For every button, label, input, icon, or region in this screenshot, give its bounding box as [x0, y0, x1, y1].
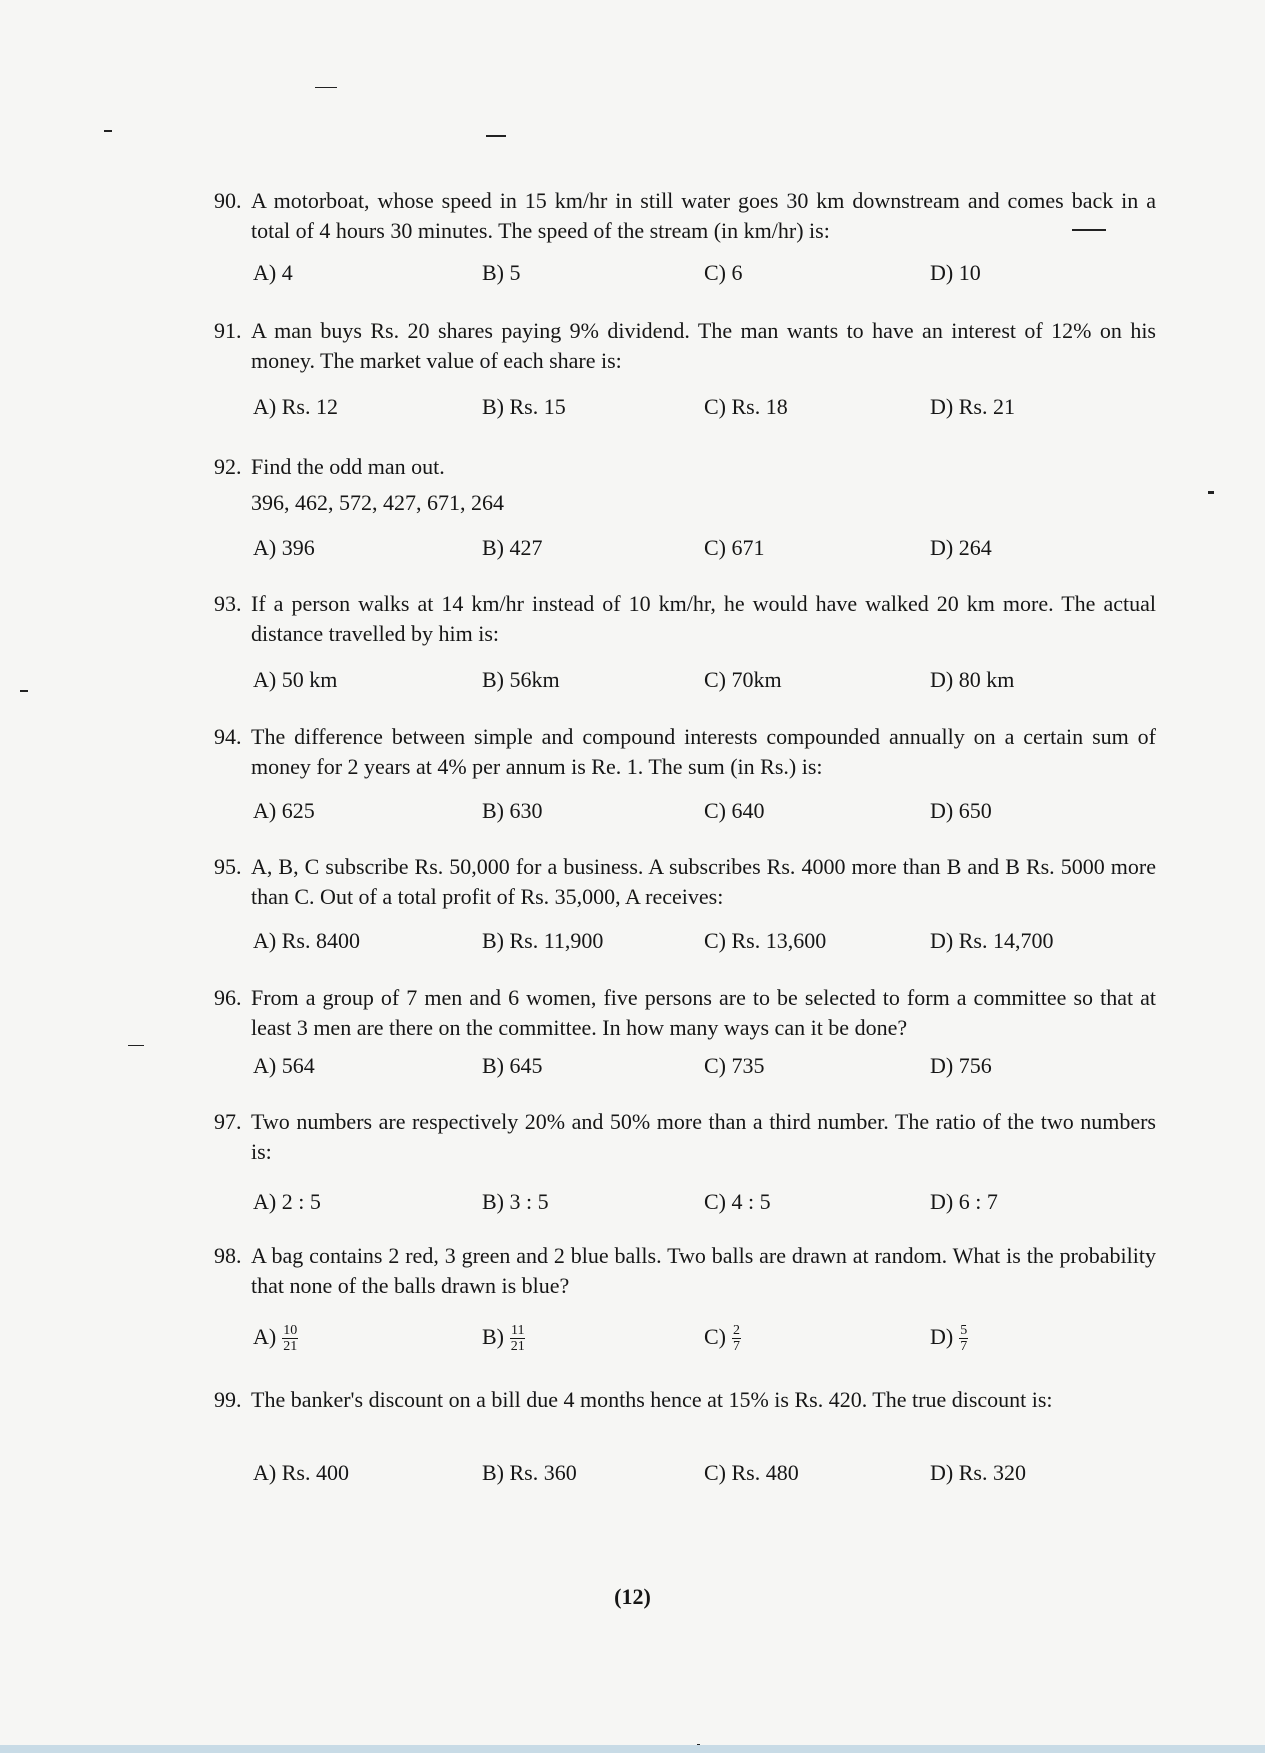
option-label: A) [253, 1324, 277, 1349]
fraction [282, 1323, 298, 1354]
question-98 [214, 1241, 1156, 1301]
scan-speck [1208, 491, 1214, 494]
question-94 [214, 722, 1156, 782]
option-d[interactable]: D) Rs. 14,700 [930, 928, 1054, 953]
question-number: 90. [214, 188, 242, 213]
scan-speck [315, 87, 337, 88]
question-number: 98. [214, 1243, 242, 1268]
option-d[interactable]: D) Rs. 320 [930, 1460, 1026, 1485]
option-c[interactable]: C) Rs. 18 [704, 394, 788, 419]
question-text: A, B, C subscribe Rs. 50,000 for a business. A subscribes Rs. 4000 more than B and B Rs. 5000 more than C. Out of a total profit of Rs. 35,000, A receives: [251, 854, 1156, 909]
numerator: 5 [960, 1323, 968, 1339]
option-a[interactable]: A) 396 [253, 535, 315, 560]
option-d[interactable]: D) 756 [930, 1053, 992, 1078]
denominator: 7 [960, 1339, 968, 1355]
option-a[interactable]: A) Rs. 12 [253, 394, 338, 419]
question-93 [214, 589, 1156, 649]
option-d[interactable]: D) Rs. 21 [930, 394, 1015, 419]
question-97 [214, 1107, 1156, 1167]
number-series: 396, 462, 572, 427, 671, 264 [251, 490, 504, 515]
option-b[interactable]: B) Rs. 15 [482, 394, 566, 419]
question-number: 96. [214, 985, 242, 1010]
option-d[interactable]: D) 80 km [930, 667, 1015, 692]
option-d[interactable]: D) 10 [930, 260, 981, 285]
option-label: D) [930, 1324, 954, 1349]
option-label: C) [704, 1324, 726, 1349]
option-a[interactable]: A) Rs. 400 [253, 1460, 349, 1485]
question-number: 95. [214, 854, 242, 879]
option-c[interactable]: C) Rs. 480 [704, 1460, 799, 1485]
option-c[interactable]: C) 671 [704, 535, 765, 560]
scan-edge [0, 1745, 1265, 1753]
denominator: 21 [510, 1339, 525, 1355]
numerator: 11 [511, 1323, 525, 1339]
question-92 [214, 452, 1156, 518]
option-a[interactable]: A) 564 [253, 1053, 315, 1078]
option-a[interactable]: A) 50 km [253, 667, 338, 692]
option-a[interactable]: A) Rs. 8400 [253, 928, 360, 953]
question-text: The banker's discount on a bill due 4 months hence at 15% is Rs. 420. The true discount is: [251, 1387, 1053, 1412]
option-a[interactable] [253, 1322, 298, 1354]
option-c[interactable]: C) 4 : 5 [704, 1189, 771, 1214]
numerator: 10 [283, 1323, 298, 1339]
option-d[interactable] [930, 1322, 968, 1354]
question-text: If a person walks at 14 km/hr instead of 10 km/hr, he would have walked 20 km more. The actual distance travelled by him is: [251, 591, 1156, 646]
option-a[interactable]: A) 2 : 5 [253, 1189, 321, 1214]
numerator: 2 [733, 1323, 740, 1339]
fraction [959, 1323, 968, 1354]
question-text: From a group of 7 men and 6 women, five persons are to be selected to form a committee so that at least 3 men are there on the committee. In how many ways can it be done? [251, 985, 1156, 1040]
option-b[interactable] [482, 1322, 525, 1354]
question-text: A bag contains 2 red, 3 green and 2 blue balls. Two balls are drawn at random. What is the probability that none of the balls drawn is blue? [251, 1243, 1156, 1298]
question-number: 92. [214, 454, 242, 479]
question-91 [214, 316, 1156, 376]
option-d[interactable]: D) 650 [930, 798, 992, 823]
page-number: (12) [614, 1584, 651, 1609]
option-b[interactable]: B) 3 : 5 [482, 1189, 549, 1214]
question-text: Two numbers are respectively 20% and 50% more than a third number. The ratio of the two numbers is: [251, 1109, 1156, 1164]
scan-speck [486, 135, 506, 137]
option-a[interactable]: A) 625 [253, 798, 315, 823]
fraction [510, 1323, 525, 1354]
question-number: 99. [214, 1387, 242, 1412]
option-c[interactable]: C) 640 [704, 798, 765, 823]
question-95 [214, 852, 1156, 912]
question-number: 91. [214, 318, 242, 343]
option-c[interactable]: C) Rs. 13,600 [704, 928, 827, 953]
denominator: 7 [733, 1339, 740, 1355]
option-c[interactable]: C) 70km [704, 667, 782, 692]
option-label: B) [482, 1324, 504, 1349]
question-99 [214, 1385, 1156, 1415]
question-number: 97. [214, 1109, 242, 1134]
fraction [732, 1323, 741, 1354]
scan-speck [1072, 229, 1106, 231]
option-b[interactable]: B) 427 [482, 535, 543, 560]
question-text: The difference between simple and compound interests compounded annually on a certain sum of money for 2 years at 4% per annum is Re. 1. The sum (in Rs.) is: [251, 724, 1156, 779]
option-b[interactable]: B) 630 [482, 798, 543, 823]
question-text: Find the odd man out. [251, 454, 445, 479]
denominator: 21 [283, 1339, 298, 1355]
question-text: A man buys Rs. 20 shares paying 9% dividend. The man wants to have an interest of 12% on his money. The market value of each share is: [251, 318, 1156, 373]
option-c[interactable]: C) 735 [704, 1053, 765, 1078]
option-d[interactable]: D) 6 : 7 [930, 1189, 998, 1214]
question-text: A motorboat, whose speed in 15 km/hr in still water goes 30 km downstream and comes back in a total of 4 hours 30 minutes. The speed of the stream (in km/hr) is: [251, 188, 1156, 243]
option-b[interactable]: B) 56km [482, 667, 560, 692]
scan-speck [20, 690, 28, 692]
option-b[interactable]: B) Rs. 11,900 [482, 928, 604, 953]
option-c[interactable]: C) 6 [704, 260, 743, 285]
option-b[interactable]: B) 645 [482, 1053, 543, 1078]
option-a[interactable]: A) 4 [253, 260, 293, 285]
question-number: 94. [214, 724, 242, 749]
option-d[interactable]: D) 264 [930, 535, 992, 560]
option-b[interactable]: B) Rs. 360 [482, 1460, 577, 1485]
scan-speck [104, 130, 112, 132]
question-number: 93. [214, 591, 242, 616]
option-c[interactable] [704, 1322, 741, 1354]
question-90 [214, 186, 1156, 246]
scan-speck [128, 1045, 144, 1046]
question-96 [214, 983, 1156, 1043]
option-b[interactable]: B) 5 [482, 260, 521, 285]
